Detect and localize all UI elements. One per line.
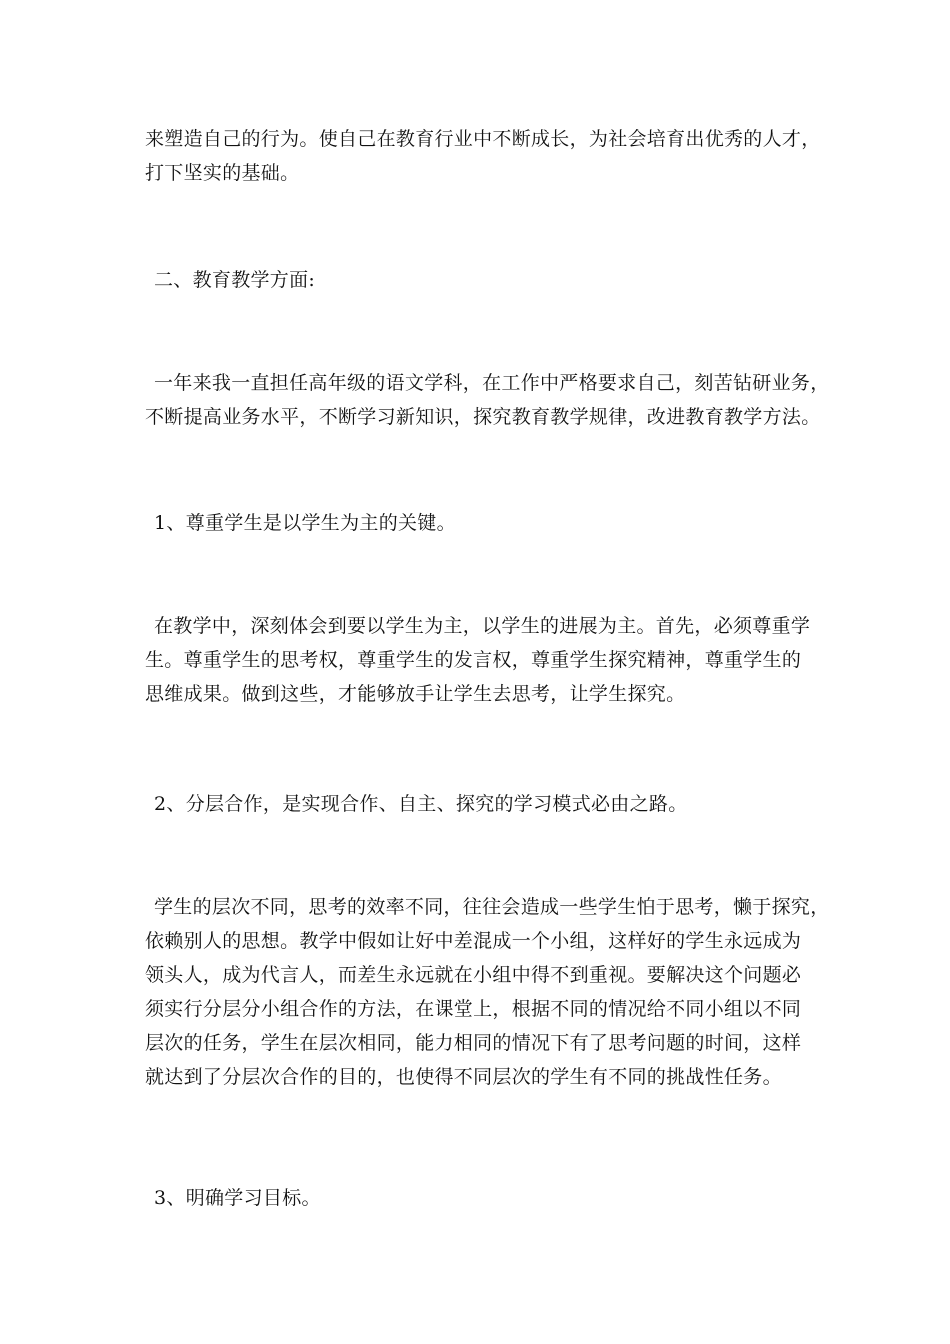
text-line: 打下坚实的基础。 <box>145 162 300 184</box>
text-line: 在教学中，深刻体会到要以学生为主，以学生的进展为主。首先，必须尊重学 <box>154 615 811 637</box>
subheading-text: 2、分层合作，是实现合作、自主、探究的学习模式必由之路。 <box>154 793 688 815</box>
text-line: 来塑造自己的行为。使自己在教育行业中不断成长，为社会培育出优秀的人才， <box>145 128 821 150</box>
text-line: 就达到了分层次合作的目的，也使得不同层次的学生有不同的挑战性任务。 <box>145 1066 782 1088</box>
subheading-2 <box>145 787 825 821</box>
text-line: 不断提高业务水平，不断学习新知识，探究教育教学规律，改进教育教学方法。 <box>145 406 821 428</box>
text-line: 思维成果。做到这些，才能够放手让学生去思考，让学生探究。 <box>145 683 686 705</box>
subheading-text: 1、尊重学生是以学生为主的关键。 <box>154 512 456 534</box>
text-line: 学生的层次不同，思考的效率不同，往往会造成一些学生怕于思考，懒于探究， <box>154 896 830 918</box>
subheading-1 <box>145 506 825 540</box>
text-line: 生。尊重学生的思考权，尊重学生的发言权，尊重学生探究精神，尊重学生的 <box>145 649 802 671</box>
text-line: 须实行分层分小组合作的方法，在课堂上，根据不同的情况给不同小组以不同 <box>145 998 802 1020</box>
paragraph-intro <box>145 366 830 434</box>
paragraph-respect <box>145 609 825 711</box>
text-line: 层次的任务，学生在层次相同，能力相同的情况下有了思考问题的时间，这样 <box>145 1032 802 1054</box>
section-heading <box>145 263 825 297</box>
paragraph-layered <box>145 890 830 1094</box>
text-line: 依赖别人的思想。教学中假如让好中差混成一个小组，这样好的学生永远成为 <box>145 930 802 952</box>
paragraph-conclusion <box>145 122 825 190</box>
subheading-3 <box>145 1181 825 1215</box>
subheading-text: 3、明确学习目标。 <box>154 1187 321 1209</box>
text-line: 一年来我一直担任高年级的语文学科，在工作中严格要求自己，刻苦钻研业务， <box>154 372 830 394</box>
heading-text: 二、教育教学方面: <box>154 269 316 291</box>
text-line: 领头人，成为代言人，而差生永远就在小组中得不到重视。要解决这个问题必 <box>145 964 802 986</box>
